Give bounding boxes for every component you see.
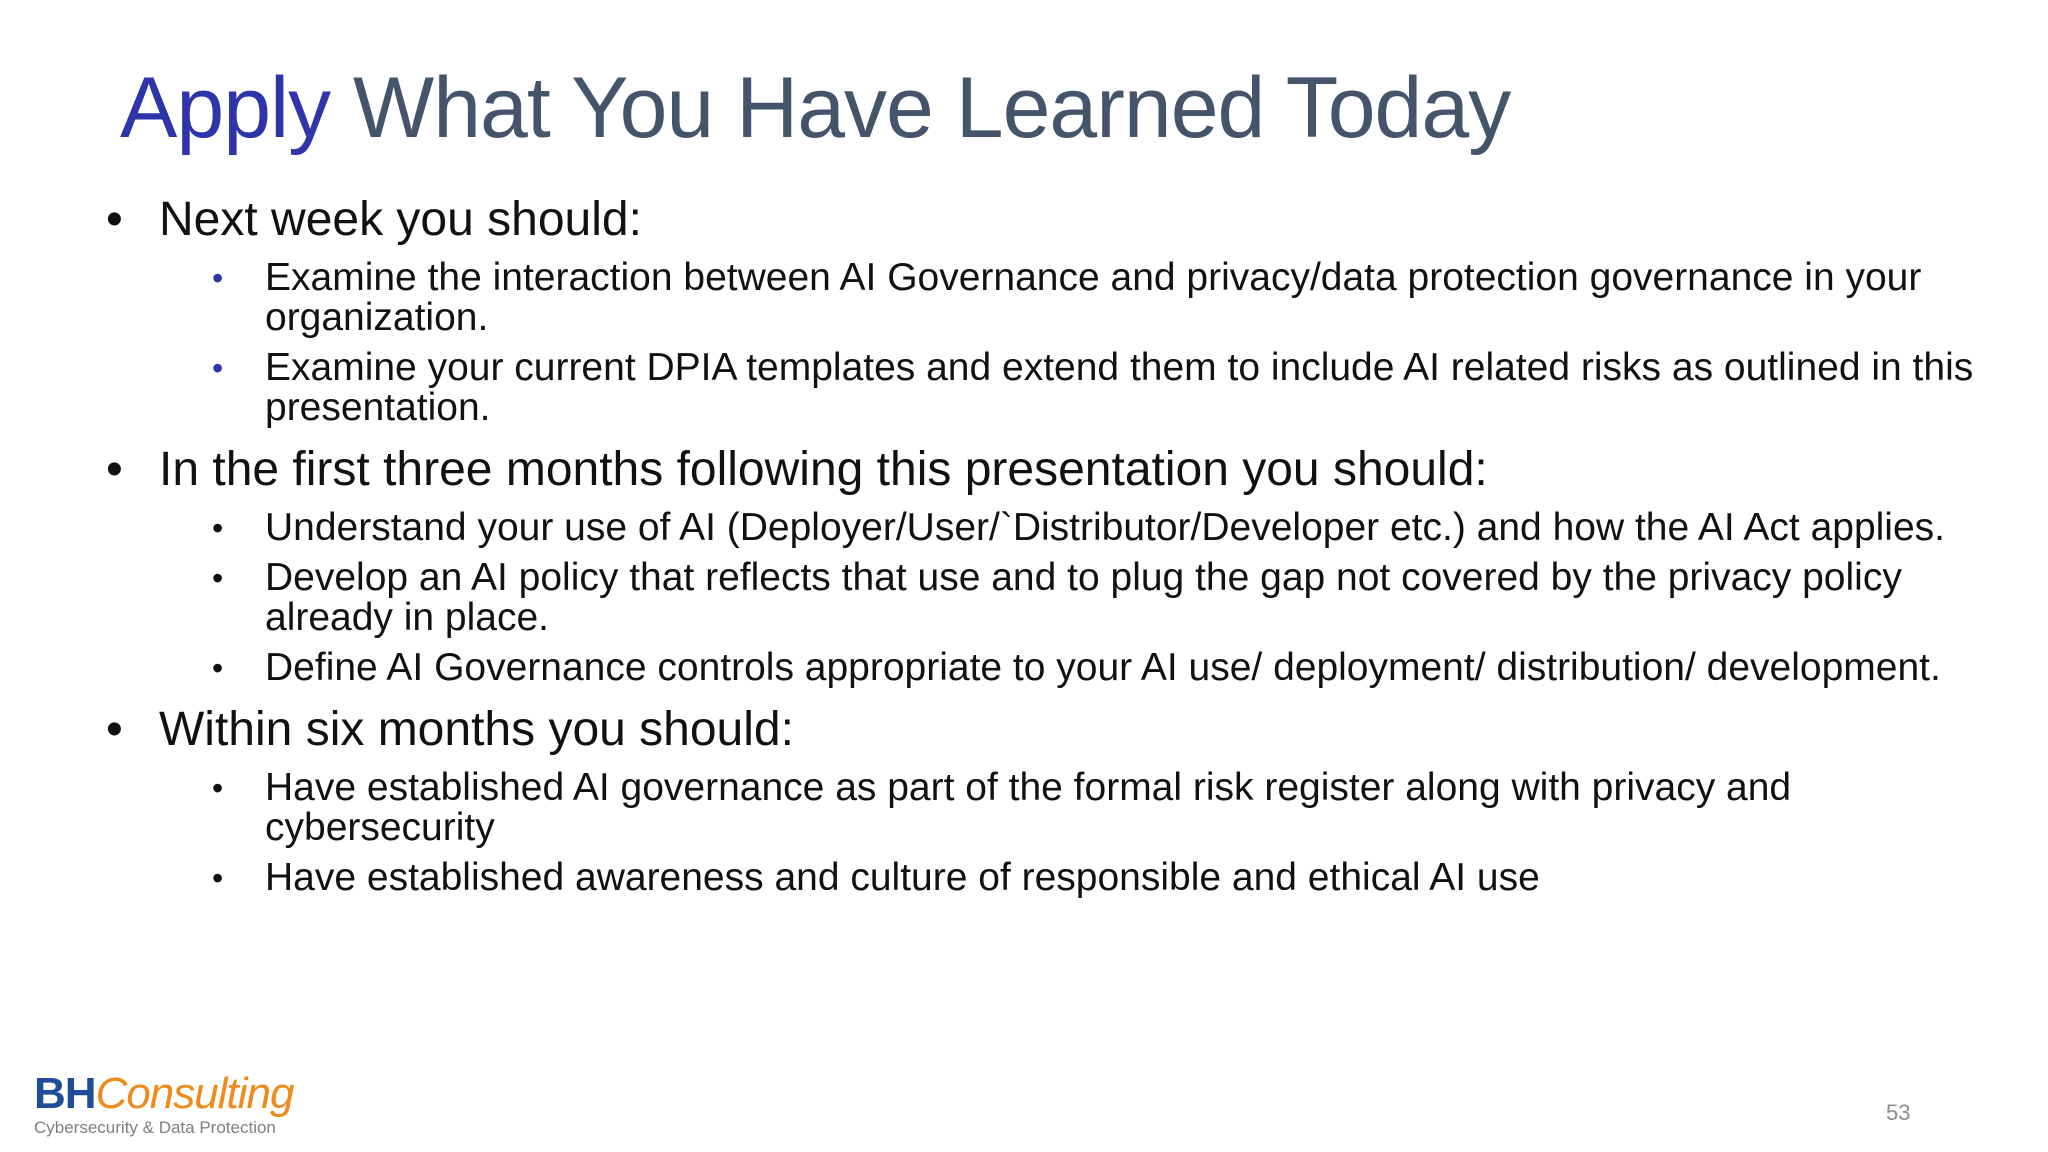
list-item [212, 508, 1986, 548]
bullet: • [212, 650, 224, 686]
list-item [212, 558, 1986, 638]
sub-list [159, 768, 1986, 898]
section-heading: In the first three months following this presentation you should: [159, 443, 1488, 496]
list-item-text: Define AI Governance controls appropriate to your AI use/ deployment/ distribution/ development. [265, 646, 1941, 689]
section-six-months [106, 702, 1986, 898]
bullet: • [106, 703, 123, 756]
section-three-months [106, 442, 1986, 688]
bullet: • [106, 193, 123, 246]
bullet: • [212, 560, 224, 596]
list-item [212, 348, 1986, 428]
list-item-text: Have established AI governance as part of the formal risk register along with privacy and cybersecurity [265, 766, 1792, 849]
title-accent: Apply [120, 60, 331, 156]
section-next-week [106, 192, 1986, 428]
list-item-text: Examine the interaction between AI Governance and privacy/data protection governance in your organization. [265, 256, 1922, 339]
list-item [212, 258, 1986, 338]
sub-list [159, 258, 1986, 428]
slide-title [120, 58, 1510, 158]
bullet: • [106, 443, 123, 496]
logo-consulting: Consulting [95, 1069, 294, 1118]
bh-consulting-logo [34, 1070, 293, 1138]
list-item-text: Develop an AI policy that reflects that use and to plug the gap not covered by the privacy policy already in place. [265, 556, 1902, 639]
section-heading: Next week you should: [159, 193, 642, 246]
bullet: • [212, 510, 224, 546]
logo-tagline: Cybersecurity & Data Protection [34, 1118, 276, 1137]
page-number: 53 [1886, 1100, 1911, 1125]
list-item [212, 768, 1986, 848]
bullet: • [212, 770, 224, 806]
sub-list [159, 508, 1986, 688]
bullet: • [212, 860, 224, 896]
section-heading: Within six months you should: [159, 703, 794, 756]
bullet: • [212, 350, 224, 386]
list-item-text: Have established awareness and culture of responsible and ethical AI use [265, 856, 1540, 899]
logo-bh: BH [34, 1069, 96, 1118]
logo-wordmark [34, 1070, 293, 1118]
title-rest: What You Have Learned Today [330, 60, 1511, 156]
list-item-text: Examine your current DPIA templates and extend them to include AI related risks as outlined in this presentation. [265, 346, 1974, 429]
bullet: • [212, 260, 224, 296]
list-item-text: Understand your use of AI (Deployer/User/`Distributor/Developer etc.) and how the AI Act applies. [265, 506, 1945, 549]
list-item [212, 648, 1986, 688]
slide-content [106, 192, 1986, 898]
list-item [212, 858, 1986, 898]
